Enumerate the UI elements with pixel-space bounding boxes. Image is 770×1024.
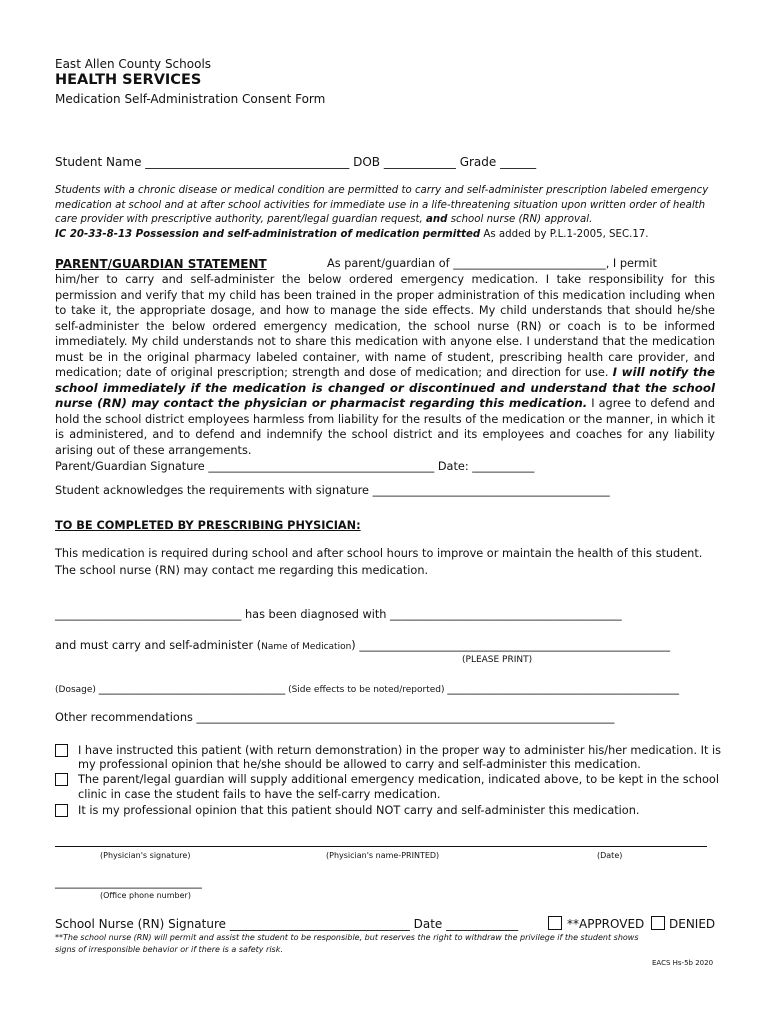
physician-signature-label: (Physician's signature) (100, 851, 191, 860)
parent-body-2: I agree to defend and hold the school district employees harmless from liability for the results of the medication or the manner, in which it is administered, and to defend and indemnify the school district and its employees and coaches for any liability arising out of these arrangements. (55, 397, 715, 457)
check-instructed-line1: I have instructed this patient (with return demonstration) in the proper way to administer his/her medication. It is (78, 744, 722, 757)
physician-heading: TO BE COMPLETED BY PRESCRIBING PHYSICIAN: (55, 519, 361, 532)
carry-label: and must carry and self-administer ( (55, 639, 262, 652)
intro-paragraph (55, 184, 719, 242)
approved-checkbox[interactable] (548, 916, 562, 930)
side-effects-field[interactable]: _________________________________________ (447, 682, 679, 695)
student-name-label: Student Name (55, 155, 142, 169)
office-phone-label: (Office phone number) (100, 891, 191, 900)
form-code: EACS Hs-5b 2020 (652, 959, 714, 967)
dosage-line (55, 682, 679, 695)
nurse-signature-line[interactable]: School Nurse (RN) Signature ______________________________ Date ____________ (55, 917, 519, 931)
checkbox-not-carry[interactable] (55, 804, 68, 817)
dosage-label: (Dosage) (55, 685, 96, 695)
checkbox-instructed[interactable] (55, 744, 68, 757)
carry-close: ) (351, 639, 356, 652)
grade-label: Grade (459, 155, 497, 169)
physician-intro-2: The school nurse (RN) may contact me regarding this medication. (55, 564, 429, 577)
medication-name-field[interactable]: _______________________________________________________ (359, 639, 670, 652)
diagnosis-label: has been diagnosed with (245, 608, 387, 621)
physician-intro-1: This medication is required during school and after school hours to improve or maintain the health of this student. (55, 547, 703, 560)
parent-statement-body (55, 272, 715, 458)
dosage-field[interactable]: _________________________________ (98, 682, 286, 695)
diagnosis-line (55, 608, 622, 621)
parent-signature-line[interactable]: Parent/Guardian Signature ________________________________________ Date: ___________ (55, 460, 535, 473)
diagnosis-patient-field[interactable]: _________________________________ (55, 608, 242, 621)
parent-statement-heading: PARENT/GUARDIAN STATEMENT (55, 257, 267, 271)
carry-line (55, 639, 670, 652)
side-effects-label: (Side effects to be noted/reported) (288, 685, 445, 695)
grade-field[interactable]: ______ (500, 155, 537, 169)
diagnosis-field[interactable]: _________________________________________ (390, 608, 622, 621)
checkbox-supply[interactable] (55, 773, 68, 786)
parent-statement-lead: As parent/guardian of ___________________________, I permit (327, 257, 657, 270)
medication-name-label: Name of Medication (261, 642, 352, 652)
nurse-footnote-1: **The school nurse (RN) will permit and assist the student to be responsible, but reserves the right to withdraw the privilege if the student shows (55, 933, 639, 942)
check-supply-line1: The parent/legal guardian will supply additional emergency medication, indicated above, to be kept in the school (78, 773, 719, 786)
student-ack-line[interactable]: Student acknowledges the requirements with signature __________________________________________ (55, 484, 610, 497)
physician-name-label: (Physician's name-PRINTED) (326, 851, 440, 860)
physician-signature-line[interactable] (55, 846, 707, 847)
other-recommendations-line (55, 711, 614, 724)
parent-body-1: him/her to carry and self-administer the below ordered emergency medication. I take responsibility for this permission and verify that my child has been trained in the proper administration of this medication including when to take it, the appropriate dosage, and how to manage the side effects. My child understands that should he/she self-administer the below ordered emergency medication, the school nurse (RN) or coach is to be informed immediately. My child understands not to share this medication with anyone else. I understand that the medication must be in the original pharmacy labeled container, with name of student, prescribing health care provider, and medication; date of original prescription; strength and dose of medication; and direction for use. (55, 273, 715, 379)
intro-and: and (426, 214, 448, 225)
ic-citation: IC 20-33-8-13 Possession and self-administration of medication permitted (55, 228, 481, 240)
intro-text-a: Students with a chronic disease or medical condition are permitted to carry and self-administer prescription labeled emergency medication at school and at after school activities for immediate use in a life-threatening situation upon written order of health care provider with prescriptive authority, parent/legal guardian request, (55, 185, 709, 225)
dob-field[interactable]: ____________ (383, 155, 456, 169)
dob-label: DOB (353, 155, 381, 169)
check-instructed-line2: my professional opinion that he/she should be allowed to carry and self-administer this medication. (78, 758, 641, 771)
denied-checkbox[interactable] (651, 916, 665, 930)
student-info-line (55, 155, 536, 169)
page-title: HEALTH SERVICES (55, 72, 202, 88)
form-subtitle: Medication Self-Administration Consent Form (55, 92, 326, 106)
parent-body-bold: I will notify the school immediately if the medication is changed or discontinued and understand that the school nurse (RN) may contact the physician or pharmacist regarding this medication. (55, 365, 715, 410)
check-not-carry-line1: It is my professional opinion that this patient should NOT carry and self-administer this medication. (78, 804, 640, 817)
intro-text-b: school nurse (RN) approval. (447, 214, 593, 225)
physician-date-label: (Date) (597, 851, 623, 860)
other-recommendations-field[interactable]: __________________________________________________________________________ (196, 711, 615, 724)
approved-label: **APPROVED (567, 917, 645, 931)
please-print-label: (PLEASE PRINT) (462, 655, 533, 665)
check-supply-line2: clinic in case the student fails to have the self-carry medication. (78, 788, 441, 801)
office-phone-field[interactable]: __________________________ (55, 876, 202, 889)
district-name: East Allen County Schools (55, 57, 212, 71)
denied-label: DENIED (669, 917, 716, 931)
other-recommendations-label: Other recommendations (55, 711, 193, 724)
student-name-field[interactable]: __________________________________ (145, 155, 350, 169)
nurse-footnote-2: signs of irresponsible behavior or if there is a safety risk. (55, 945, 283, 954)
ic-citation-tail: As added by P.L.1-2005, SEC.17. (480, 228, 649, 240)
